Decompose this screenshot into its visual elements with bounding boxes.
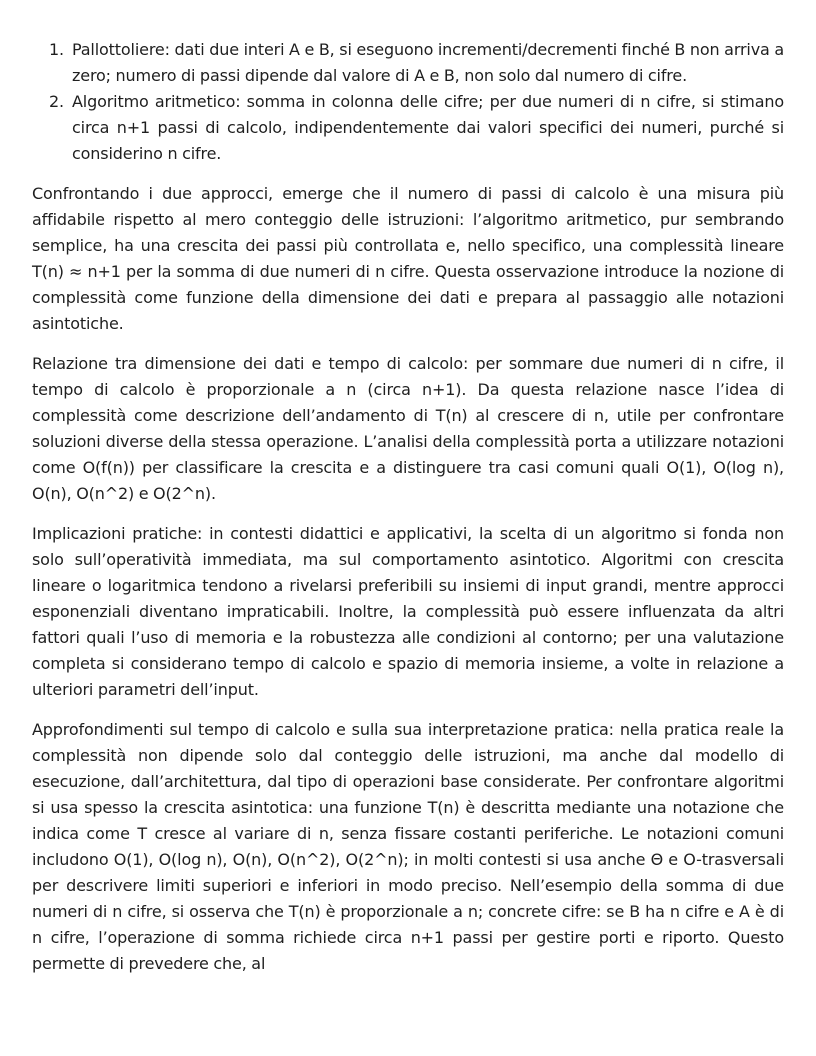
paragraph: Confrontando i due approcci, emerge che il numero di passi di calcolo è una misura più affidabile rispetto al mero conteggio delle istruzioni: l’algoritmo aritmetico, pur sembrando semplice, ha una crescita dei passi più controllata e, nello specifico, una complessità lineare T(n) ≈ n+1 per la somma di due numeri di n cifre. Questa osservazione introduce la nozione di complessità come funzione della dimensione dei dati e prepara al passaggio alle notazioni asintotiche. — [32, 184, 784, 333]
list-item-text: Pallottoliere: dati due interi A e B, si eseguono incrementi/decrementi finché B non arriva a zero; numero di passi dipende dal valore di A e B, non solo dal numero di cifre. — [72, 40, 784, 85]
paragraph: Approfondimenti sul tempo di calcolo e sulla sua interpretazione pratica: nella pratica reale la complessità non dipende solo dal conteggio delle istruzioni, ma anche dal modello di esecuzione, dall’architettura, dal tipo di operazioni base considerate. Per confrontare algoritmi si usa spesso la crescita asintotica: una funzione T(n) è descritta mediante una notazione che indica come T cresce al variare di n, senza fissare costanti periferiche. Le notazioni comuni includono O(1), O(log n), O(n), O(n^2), O(2^n); in molti contesti si usa anche Θ e O-trasversali per descrivere limiti superiori e inferiori in modo preciso. Nell’esempio della somma di due numeri di n cifre, si osserva che T(n) è proporzionale a n; concrete cifre: se B ha n cifre e A è di n cifre, l’operazione di somma richiede circa n+1 passi per gestire porti e riporto. Questo permette di prevedere che, al — [32, 720, 784, 973]
list-item — [32, 37, 784, 89]
document-page — [32, 37, 784, 990]
paragraph: Implicazioni pratiche: in contesti didattici e applicativi, la scelta di un algoritmo si fonda non solo sull’operatività immediata, ma sul comportamento asintotico. Algoritmi con crescita lineare o logaritmica tendono a rivelarsi preferibili su insiemi di input grandi, mentre approcci esponenziali diventano impraticabili. Inoltre, la complessità può essere influenzata da altri fattori quali l’uso di memoria e la robustezza alle condizioni al contorno; per una valutazione completa si considerano tempo di calcolo e spazio di memoria insieme, a volte in relazione a ulteriori parametri dell’input. — [32, 524, 784, 699]
paragraph: Relazione tra dimensione dei dati e tempo di calcolo: per sommare due numeri di n cifre, il tempo di calcolo è proporzionale a n (circa n+1). Da questa relazione nasce l’idea di complessità come descrizione dell’andamento di T(n) al crescere di n, utile per confrontare soluzioni diverse della stessa operazione. L’analisi della complessità porta a utilizzare notazioni come O(f(n)) per classificare la crescita e a distinguere tra casi comuni quali O(1), O(log n), O(n), O(n^2) e O(2^n). — [32, 354, 784, 503]
list-item-text: Algoritmo aritmetico: somma in colonna delle cifre; per due numeri di n cifre, si stimano circa n+1 passi di calcolo, indipendentemente dai valori specifici dei numeri, purché si considerino n cifre. — [72, 92, 784, 163]
list-item-number: 2. — [49, 92, 64, 111]
numbered-list — [32, 37, 784, 167]
list-item-number: 1. — [49, 40, 64, 59]
list-item — [32, 89, 784, 167]
